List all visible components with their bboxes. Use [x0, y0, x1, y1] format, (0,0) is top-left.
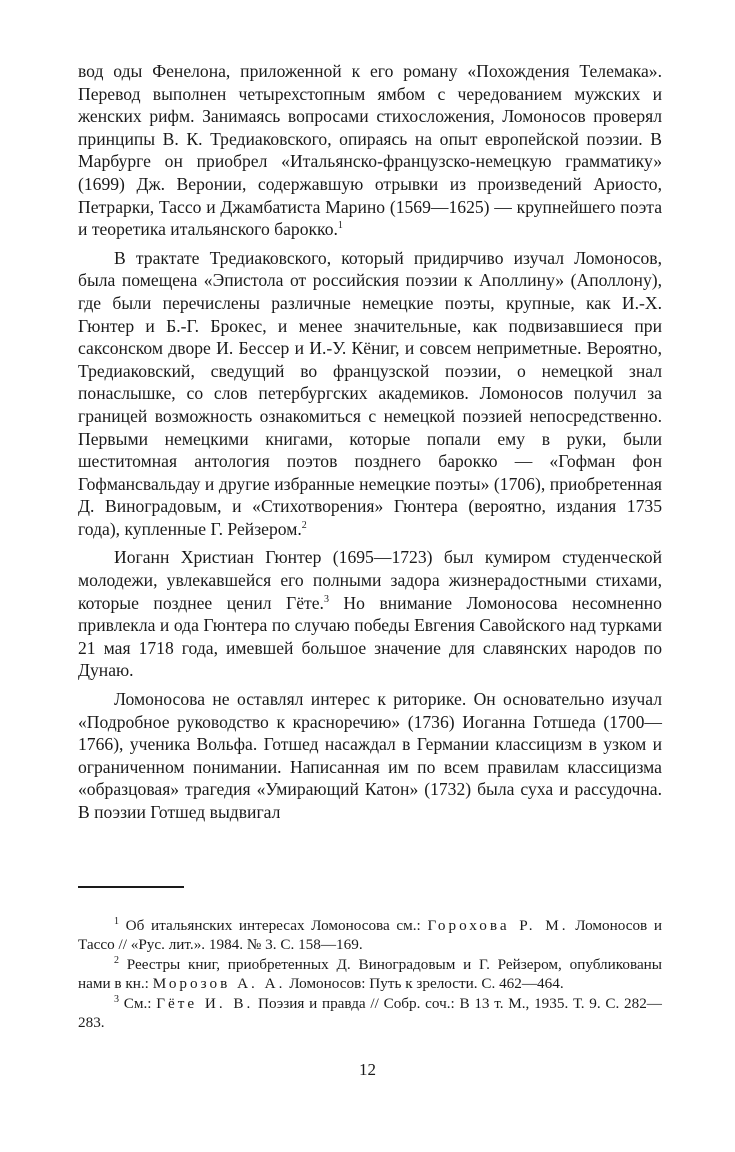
paragraph-text: Ломоносова не оставлял интерес к риторике. Он основательно изучал «Подробное руководство к красноречию» (1736) Иоганна Готшеда (1700—1766), ученика Вольфа. Готшед насаждал в Германии классицизм в узком и ограниченном понимании. Написанная им по всем правилам классицизма «образцовая» трагедия «Умирающий Катон» (1732) была суха и рассудочна. В поэзии Готшед выдвигал: [78, 689, 662, 822]
paragraph-1: [78, 60, 662, 241]
footnote-2: [78, 955, 662, 994]
main-text: [78, 60, 662, 830]
footnote-number: 2: [114, 954, 119, 966]
paragraph-4: [78, 688, 662, 824]
page-number: 12: [359, 1060, 376, 1079]
footnote-number: 3: [114, 993, 119, 1005]
footnotes: [78, 916, 662, 1032]
footnote-text: Ломоносов и Тассо // «Рус. лит.». 1984. № 3. С. 158—169.: [78, 917, 663, 954]
footnote-separator: [78, 886, 184, 888]
footnote-number: 1: [114, 915, 119, 927]
footnote-text: Ломоносов: Путь к зрелости. С. 462—464.: [285, 975, 564, 993]
footnote-text: Поэзия и правда // Собр. соч.: В 13 т. М., 1935. Т. 9. С. 282—283.: [78, 994, 662, 1032]
paragraph-text: Иоганн Христиан Гюнтер (1695—1723) был кумиром студенческой молодежи, увлекавшейся его полными задора жизнерадостными стихами, которые позднее ценил Гёте.: [78, 547, 662, 613]
paragraph-text-tail: Но внимание Ломоносова несомненно привлекла и ода Гюнтера по случаю победы Евгения Савойского над турками 21 мая 1718 года, имевшей большое значение для славянских народов по Дунаю.: [78, 592, 662, 681]
footnote-author: Морозов А. А.: [152, 975, 286, 993]
paragraph-text: вод оды Фенелона, приложенной к его роману «Похождения Телемака». Перевод выполнен четырехстопным ямбом с чередованием мужских и женских рифм. Занимаясь вопросами стихосложения, Ломоносов проверял принципы В. К. Тредиаковского, опираясь на опыт европейской поэзии. В Марбурге он приобрел «Итальянско-французско-немецкую грамматику» (1699) Дж. Веронии, содержавшую отрывки из произведений Ариосто, Петрарки, Тассо и Джамбатиста Марино (1569—1625) — крупнейшего поэта и теоретика итальянского барокко.: [78, 61, 662, 240]
footnote-text: Реестры книг, приобретенных Д. Виноградовым и Г. Рейзером, опубликованы нами в кн.:: [78, 955, 663, 993]
footnote-text: Об итальянских интересах Ломоносова см.:: [125, 917, 428, 934]
footnote-author: Горохова Р. М.: [427, 917, 569, 934]
footnote-3: [78, 994, 662, 1033]
paragraph-2: [78, 247, 662, 541]
paragraph-3: [78, 546, 662, 682]
footnote-ref: 1: [337, 220, 343, 232]
footnote-text: См.:: [123, 994, 157, 1012]
footnote-author: Гёте И. В.: [156, 994, 254, 1012]
footnote-ref: 2: [301, 520, 307, 532]
footnote-1: [78, 916, 662, 955]
paragraph-text: В трактате Тредиаковского, который придирчиво изучал Ломоносов, была помещена «Эпистола от российския поэзии к Аполлину» (Аполлону), где были перечислены различные немецкие поэты, крупные, как И.-Х. Гюнтер и Б.-Г. Брокес, и менее значительные, как подвизавшиеся при саксонском дворе И. Бессер и И.-У. Кёниг, и совсем неприметные. Вероятно, Тредиаковский, сведущий во французской поэзии, о немецкой знал понаслышке, со слов петербургских академиков. Ломоносов получил за границей возможность ознакомиться с немецкой поэзией непосредственно. Первыми немецкими книгами, которые попали ему в руки, были шеститомная антология поэтов позднего барокко — «Гофман фон Гофмансвальдау и другие избранные немецкие поэты» (1706), приобретенная Д. Виноградовым, и «Стихотворения» Гюнтера (вероятно, издания 1735 года), купленные Г. Рейзером.: [78, 247, 662, 539]
footnote-ref: 3: [323, 593, 329, 605]
